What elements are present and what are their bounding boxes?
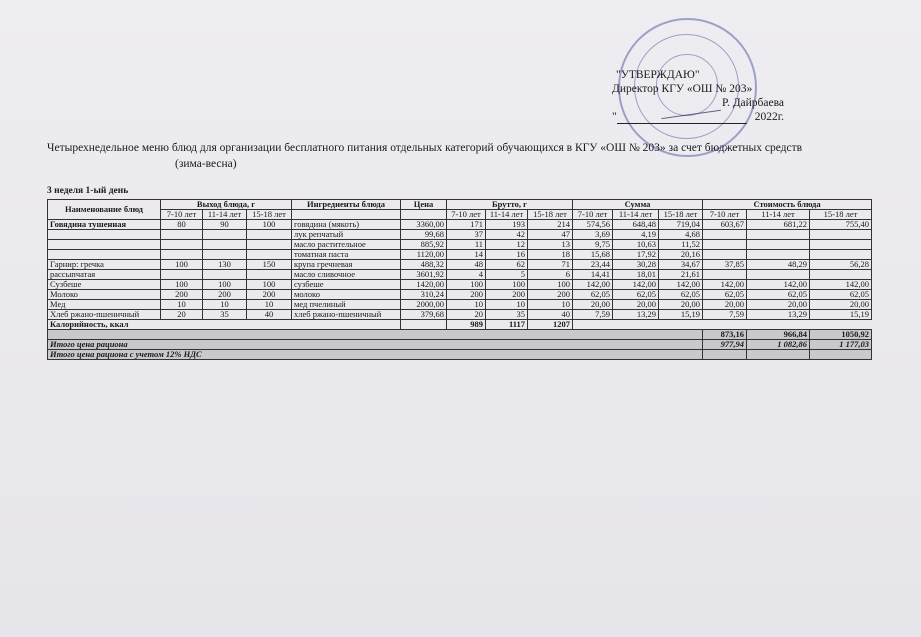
cell-b3: 100	[528, 280, 573, 290]
cell-b1: 48	[447, 260, 486, 270]
cell-price: 885,92	[401, 240, 447, 250]
table-row	[48, 240, 872, 250]
cell-s1: 15,68	[573, 250, 613, 260]
cell-c2: 681,22	[747, 220, 810, 230]
totals-blank	[48, 330, 703, 340]
cell-dish: рассыпчатая	[48, 270, 161, 280]
cell-dish: Хлеб ржано-пшеничный	[48, 310, 161, 320]
cell-o3: 150	[247, 260, 292, 270]
total-age3: 1050,92	[810, 330, 872, 340]
cell-c2	[747, 230, 810, 240]
cell-s2: 142,00	[613, 280, 659, 290]
cell-price: 3601,92	[401, 270, 447, 280]
cell-price: 3360,00	[401, 220, 447, 230]
cell-b2: 100	[486, 280, 528, 290]
cell-b1: 10	[447, 300, 486, 310]
cell-b2: 12	[486, 240, 528, 250]
cell-s2: 13,29	[613, 310, 659, 320]
cell-price: 310,24	[401, 290, 447, 300]
cell-c2	[747, 240, 810, 250]
cell-b3: 200	[528, 290, 573, 300]
total-age2: 966,84	[747, 330, 810, 340]
cell-s1: 62,05	[573, 290, 613, 300]
cell-s3: 34,67	[659, 260, 703, 270]
table-row	[48, 250, 872, 260]
cell-s3: 4,68	[659, 230, 703, 240]
cell-b3: 6	[528, 270, 573, 280]
cell-c1	[703, 240, 747, 250]
cell-ing: хлеб ржано-пшеничный	[292, 310, 401, 320]
approval-line-2: Директор КГУ «ОШ № 203»	[612, 83, 753, 95]
approval-line-4: " 2022г.	[612, 111, 784, 123]
header-sum-age2: 11-14 лет	[613, 210, 659, 220]
title-line-1: Четырехнедельное меню блюд для организации бесплатного питания отдельных категорий обучающихся в КГУ «ОШ № 203» за счет бюджетных средств	[47, 142, 803, 154]
cell-o1: 100	[161, 280, 203, 290]
cell-b2: 42	[486, 230, 528, 240]
table-row	[48, 230, 872, 240]
cell-s1: 20,00	[573, 300, 613, 310]
calories-blank	[573, 320, 872, 330]
cell-s2: 17,92	[613, 250, 659, 260]
cell-o3: 100	[247, 220, 292, 230]
cell-dish: Говядина тушенная	[48, 220, 161, 230]
cell-s2: 62,05	[613, 290, 659, 300]
cell-o2	[203, 250, 247, 260]
cell-b3: 214	[528, 220, 573, 230]
cell-c1: 37,85	[703, 260, 747, 270]
ration-age1: 977,94	[703, 340, 747, 350]
cell-s3: 15,19	[659, 310, 703, 320]
cell-ing: молоко	[292, 290, 401, 300]
cell-b3: 71	[528, 260, 573, 270]
cell-o2	[203, 240, 247, 250]
cell-c2	[747, 270, 810, 280]
cell-ing: томатная паста	[292, 250, 401, 260]
cell-c2: 13,29	[747, 310, 810, 320]
header-output: Выход блюда, г	[161, 200, 292, 210]
cell-s1: 574,56	[573, 220, 613, 230]
cell-c2: 48,29	[747, 260, 810, 270]
cell-s1: 14,41	[573, 270, 613, 280]
cell-price: 488,32	[401, 260, 447, 270]
cell-s3: 142,00	[659, 280, 703, 290]
table-row	[48, 310, 872, 320]
cell-o1: 200	[161, 290, 203, 300]
cell-b2: 200	[486, 290, 528, 300]
cell-price: 1420,00	[401, 280, 447, 290]
cell-o2	[203, 230, 247, 240]
cell-b3: 40	[528, 310, 573, 320]
cell-price: 99,68	[401, 230, 447, 240]
cell-s2: 30,28	[613, 260, 659, 270]
cell-o1: 80	[161, 220, 203, 230]
table-row	[48, 220, 872, 230]
cell-c1: 7,59	[703, 310, 747, 320]
header-brutto-age3: 15-18 лет	[528, 210, 573, 220]
cell-o1	[161, 250, 203, 260]
cell-o3	[247, 240, 292, 250]
cell-b1: 14	[447, 250, 486, 260]
approval-line-1: "УТВЕРЖДАЮ"	[616, 69, 700, 81]
table-row	[48, 260, 872, 270]
cell-b1: 11	[447, 240, 486, 250]
header-sum: Сумма	[573, 200, 703, 210]
cell-c3: 56,28	[810, 260, 872, 270]
cell-o2: 100	[203, 280, 247, 290]
calories-label: Калорийность, ккал	[48, 320, 401, 330]
cell-o3: 40	[247, 310, 292, 320]
cell-c3: 15,19	[810, 310, 872, 320]
cell-o3: 100	[247, 280, 292, 290]
cell-o2: 200	[203, 290, 247, 300]
header-cost: Стоимость блюда	[703, 200, 872, 210]
cell-ing: масло сливочное	[292, 270, 401, 280]
cell-c3	[810, 250, 872, 260]
cell-dish: Гарнир: гречка	[48, 260, 161, 270]
menu-table	[47, 199, 872, 360]
approval-line-3: Р. Дайрбаева	[722, 97, 785, 109]
cell-dish	[48, 240, 161, 250]
cell-ing: масло растительное	[292, 240, 401, 250]
ration-vat-age3	[810, 350, 872, 360]
cell-o3	[247, 270, 292, 280]
cell-c2: 62,05	[747, 290, 810, 300]
cell-s3: 719,04	[659, 220, 703, 230]
cell-c3: 142,00	[810, 280, 872, 290]
header-brutto-age1: 7-10 лет	[447, 210, 486, 220]
document-title	[47, 141, 867, 171]
header-price: Цена	[401, 200, 447, 210]
cell-b2: 10	[486, 300, 528, 310]
cell-o2: 10	[203, 300, 247, 310]
header-name: Наименование блюд	[48, 200, 161, 220]
cell-b1: 200	[447, 290, 486, 300]
cell-dish: Молоко	[48, 290, 161, 300]
cell-o1: 10	[161, 300, 203, 310]
cell-c3: 755,40	[810, 220, 872, 230]
cell-b3: 13	[528, 240, 573, 250]
header-ingredients: Ингредиенты блюда	[292, 200, 401, 210]
cell-s1: 9,75	[573, 240, 613, 250]
header-cost-age2: 11-14 лет	[747, 210, 810, 220]
cell-s3: 20,00	[659, 300, 703, 310]
cell-c1: 603,67	[703, 220, 747, 230]
cell-s1: 3,69	[573, 230, 613, 240]
header-output-age1: 7-10 лет	[161, 210, 203, 220]
cell-b2: 16	[486, 250, 528, 260]
cell-o1: 20	[161, 310, 203, 320]
week-label: 3 неделя 1-ый день	[47, 186, 129, 196]
cell-s2: 10,63	[613, 240, 659, 250]
cell-o3	[247, 230, 292, 240]
cell-o2: 90	[203, 220, 247, 230]
cell-price: 379,68	[401, 310, 447, 320]
table-row	[48, 290, 872, 300]
header-brutto: Брутто, г	[447, 200, 573, 210]
cell-c2: 142,00	[747, 280, 810, 290]
cell-s1: 23,44	[573, 260, 613, 270]
cell-b1: 20	[447, 310, 486, 320]
table-row	[48, 300, 872, 310]
cell-o3: 200	[247, 290, 292, 300]
calories-age3: 1207	[528, 320, 573, 330]
cell-b1: 171	[447, 220, 486, 230]
header-sum-age1: 7-10 лет	[573, 210, 613, 220]
cell-c3	[810, 240, 872, 250]
cell-s2: 4,19	[613, 230, 659, 240]
table-row	[48, 270, 872, 280]
cell-c1	[703, 250, 747, 260]
cell-b2: 193	[486, 220, 528, 230]
ration-age2: 1 082,86	[747, 340, 810, 350]
ration-label: Итого цена рациона	[48, 340, 703, 350]
cell-dish: Мед	[48, 300, 161, 310]
ration-vat-label: Итого цена рациона с учетом 12% НДС	[48, 350, 703, 360]
header-cost-age1: 7-10 лет	[703, 210, 747, 220]
header-empty-2	[401, 210, 447, 220]
cell-b3: 18	[528, 250, 573, 260]
cell-s3: 21,61	[659, 270, 703, 280]
cell-ing: крупа гречневая	[292, 260, 401, 270]
cell-ing: лук репчатый	[292, 230, 401, 240]
cell-s2: 18,01	[613, 270, 659, 280]
cell-o3: 10	[247, 300, 292, 310]
menu-body	[48, 220, 872, 320]
cell-b2: 62	[486, 260, 528, 270]
cell-c1: 142,00	[703, 280, 747, 290]
cell-o1: 100	[161, 260, 203, 270]
cell-c1: 20,00	[703, 300, 747, 310]
cell-c3	[810, 270, 872, 280]
cell-c3	[810, 230, 872, 240]
calories-age1: 989	[447, 320, 486, 330]
cell-price: 1120,00	[401, 250, 447, 260]
calories-age2: 1117	[486, 320, 528, 330]
title-line-2: (зима-весна)	[175, 158, 237, 170]
cell-ing: сузбеше	[292, 280, 401, 290]
cell-dish	[48, 230, 161, 240]
cell-o1	[161, 240, 203, 250]
cell-o2: 35	[203, 310, 247, 320]
cell-b2: 5	[486, 270, 528, 280]
cell-ing: мед пчелиный	[292, 300, 401, 310]
cell-s2: 20,00	[613, 300, 659, 310]
cell-c1	[703, 270, 747, 280]
cell-c3: 20,00	[810, 300, 872, 310]
cell-c2	[747, 250, 810, 260]
header-cost-age3: 15-18 лет	[810, 210, 872, 220]
header-output-age3: 15-18 лет	[247, 210, 292, 220]
header-sum-age3: 15-18 лет	[659, 210, 703, 220]
header-empty-1	[292, 210, 401, 220]
cell-s3: 11,52	[659, 240, 703, 250]
cell-o1	[161, 270, 203, 280]
cell-s1: 7,59	[573, 310, 613, 320]
cell-dish: Сузбеше	[48, 280, 161, 290]
cell-b1: 37	[447, 230, 486, 240]
cell-c1	[703, 230, 747, 240]
cell-b2: 35	[486, 310, 528, 320]
cell-s1: 142,00	[573, 280, 613, 290]
cell-b3: 47	[528, 230, 573, 240]
cell-b1: 4	[447, 270, 486, 280]
header-brutto-age2: 11-14 лет	[486, 210, 528, 220]
total-age1: 873,16	[703, 330, 747, 340]
ration-vat-age2	[747, 350, 810, 360]
cell-dish	[48, 250, 161, 260]
cell-ing: говядина (мякоть)	[292, 220, 401, 230]
approval-block	[612, 68, 812, 124]
cell-c1: 62,05	[703, 290, 747, 300]
cell-c2: 20,00	[747, 300, 810, 310]
cell-s3: 62,05	[659, 290, 703, 300]
calories-spacer	[401, 320, 447, 330]
cell-s3: 20,16	[659, 250, 703, 260]
ration-vat-age1	[703, 350, 747, 360]
header-output-age2: 11-14 лет	[203, 210, 247, 220]
cell-o2: 130	[203, 260, 247, 270]
cell-price: 2000,00	[401, 300, 447, 310]
cell-b1: 100	[447, 280, 486, 290]
cell-b3: 10	[528, 300, 573, 310]
cell-o3	[247, 250, 292, 260]
ration-age3: 1 177,03	[810, 340, 872, 350]
table-row	[48, 280, 872, 290]
cell-o1	[161, 230, 203, 240]
cell-c3: 62,05	[810, 290, 872, 300]
cell-o2	[203, 270, 247, 280]
cell-s2: 648,48	[613, 220, 659, 230]
